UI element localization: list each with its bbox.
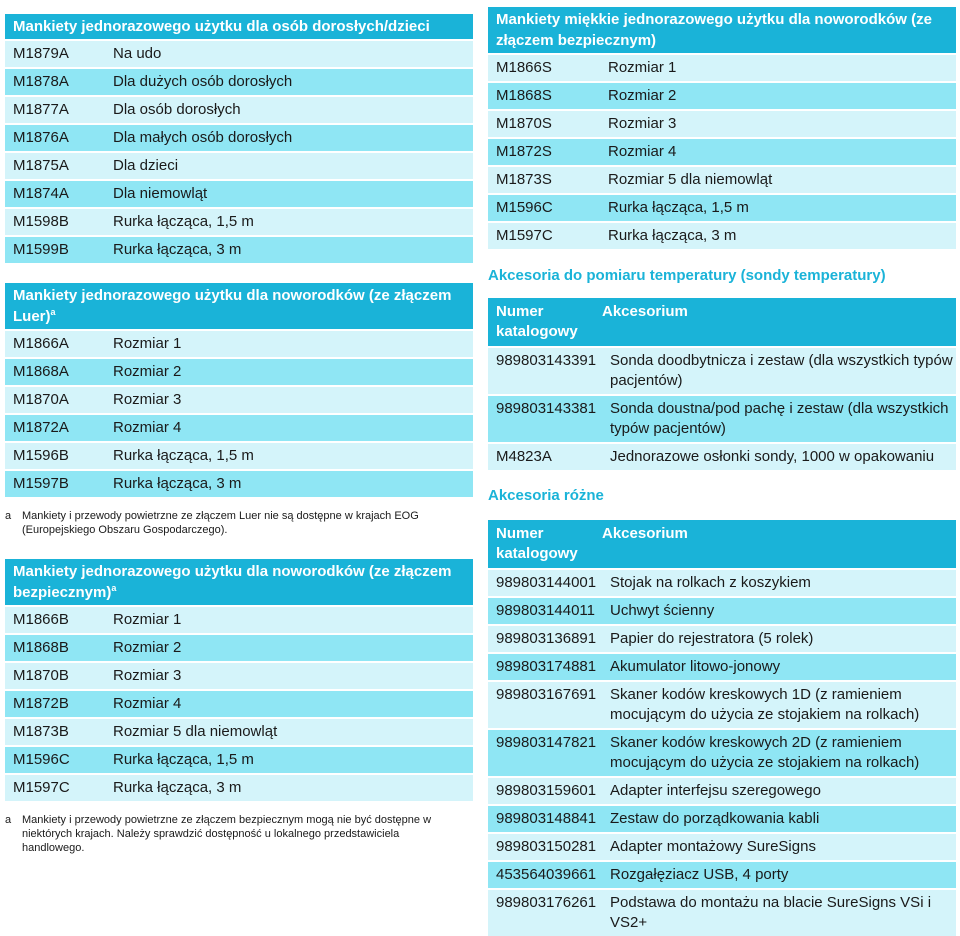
table-row [488,53,956,81]
table-row [5,123,473,151]
table-row [488,776,956,804]
catalog-number: 989803174881 [496,658,597,675]
catalog-number: 989803143391 [496,352,597,369]
item-description: Sonda doustna/pod pachę i zestaw (dla wszystkich typów pacjentów) [610,400,949,437]
item-description: Dla małych osób dorosłych [113,129,293,146]
item-description: Stojak na rolkach z koszykiem [610,574,811,591]
table-row [5,717,473,745]
table-row [488,860,956,888]
footnote [5,509,473,537]
item-description: Rurka łącząca, 1,5 m [608,199,749,216]
right-column [488,0,956,936]
table-title: Mankiety jednorazowego użytku dla noworodków (ze złączem Luer)$^a$ [5,283,473,329]
item-description: Rurka łącząca, 3 m [113,779,242,796]
item-description: Dla niemowląt [113,185,208,202]
table-row [488,193,956,221]
table-row [5,773,473,801]
table-row [5,95,473,123]
table-row [5,633,473,661]
catalog-number: M1873S [496,171,552,188]
catalog-number: M1878A [13,73,69,90]
catalog-number: 989803144011 [496,602,595,619]
left-column [5,0,473,855]
catalog-number: M1879A [13,45,69,62]
item-description: Dla dużych osób dorosłych [113,73,293,90]
item-description: Rurka łącząca, 3 m [608,227,737,244]
footnote-text: Mankiety i przewody powietrzne ze złączem bezpiecznym mogą nie być dostępne w niektórych krajach. Należy sprawdzić dostępność u lokalnego przedstawiciela handlowego. [22,814,432,854]
column-header-catalog-number: Numer katalogowy [496,525,578,562]
table-title: Mankiety jednorazowego użytku dla osób dorosłych/dzieci [5,14,473,39]
item-description: Podstawa do montażu na blacie SureSigns VSi i VS2+ [610,894,932,931]
item-description: Dla osób dorosłych [113,101,241,118]
item-description: Akumulator litowo-jonowy [610,658,781,675]
footnote-mark: a [5,510,12,522]
catalog-number: M1868S [496,87,552,104]
table-row [5,329,473,357]
item-description: Rozmiar 3 [608,115,677,132]
footnote-mark: a [5,814,12,826]
column-header-row [488,298,956,346]
table-row [5,469,473,497]
section-title-temperature: Akcesoria do pomiaru temperatury (sondy temperatury) [488,267,886,284]
item-description: Rozmiar 1 [608,59,677,76]
column-header-row [488,520,956,568]
table-row [488,137,956,165]
table-row [5,661,473,689]
section-title-misc: Akcesoria różne [488,487,604,504]
catalog-number: 989803144001 [496,574,597,591]
footnote-text: Mankiety i przewody powietrzne ze złączem Luer nie są dostępne w krajach EOG (Europejskiego Obszaru Gospodarczego). [22,510,419,536]
item-description: Rozmiar 2 [113,639,182,656]
item-description: Rurka łącząca, 1,5 m [113,751,254,768]
catalog-number: M4823A [496,448,552,465]
catalog-number: M1596C [13,751,70,768]
catalog-number: M1870S [496,115,552,132]
item-description: Rurka łącząca, 3 m [113,475,242,492]
item-description: Papier do rejestratora (5 rolek) [610,630,814,647]
catalog-number: 989803176261 [496,894,597,911]
table-row [488,888,956,936]
column-header-catalog-number: Numer katalogowy [496,303,578,340]
catalog-number: 989803148841 [496,810,597,827]
item-description: Rozmiar 3 [113,391,182,408]
catalog-number: M1870A [13,391,69,408]
item-description: Skaner kodów kreskowych 1D (z ramieniem mocującym do użycia ze stojakiem na rolkach) [610,686,920,723]
catalog-number: 989803143381 [496,400,597,417]
item-description: Jednorazowe osłonki sondy, 1000 w opakowaniu [610,448,935,465]
item-description: Rozmiar 4 [113,695,182,712]
catalog-number: M1866A [13,335,69,352]
catalog-number: M1597C [13,779,70,796]
table-row [5,179,473,207]
footnote-marker: a [50,307,56,317]
table-row [488,346,956,394]
table-row [5,745,473,773]
table-title: Mankiety miękkie jednorazowego użytku dla noworodków (ze złączem bezpiecznym) [488,7,956,53]
catalog-number: M1872A [13,419,69,436]
item-description: Uchwyt ścienny [610,602,715,619]
catalog-number: M1597B [13,475,69,492]
table-row [488,624,956,652]
adult-pediatric-cuffs-table [5,14,473,263]
catalog-number: 989803167691 [496,686,597,703]
catalog-number: M1868B [13,639,69,656]
catalog-number: M1866B [13,611,69,628]
catalog-number: 453564039661 [496,866,597,883]
table-row [488,165,956,193]
table-row [5,413,473,441]
item-description: Adapter montażowy SureSigns [610,838,816,855]
table-row [488,568,956,596]
catalog-number: 989803150281 [496,838,597,855]
table-row [488,442,956,470]
temperature-accessories-table [488,298,956,470]
item-description: Rozmiar 5 dla niemowląt [608,171,773,188]
item-description: Rozmiar 1 [113,335,182,352]
neonatal-safe-cuffs-table [5,559,473,855]
table-row [488,832,956,860]
item-description: Rozmiar 2 [113,363,182,380]
item-description: Rozmiar 4 [113,419,182,436]
misc-accessories-table [488,520,956,936]
catalog-number: M1877A [13,101,69,118]
neonatal-luer-cuffs-table [5,283,473,537]
table-title: Mankiety jednorazowego użytku dla noworodków (ze złączem bezpiecznym)$^a$ [5,559,473,605]
item-description: Rozmiar 4 [608,143,677,160]
item-description: Skaner kodów kreskowych 2D (z ramieniem mocującym do użycia ze stojakiem na rolkach) [610,734,920,771]
table-row [488,804,956,832]
catalog-number: M1596B [13,447,69,464]
item-description: Dla dzieci [113,157,179,174]
table-row [488,221,956,249]
table-row [5,441,473,469]
catalog-number: M1875A [13,157,69,174]
item-description: Zestaw do porządkowania kabli [610,810,820,827]
item-description: Rurka łącząca, 1,5 m [113,213,254,230]
footnote-marker: a [111,583,117,593]
catalog-number: M1596C [496,199,553,216]
table-row [488,109,956,137]
item-description: Rurka łącząca, 1,5 m [113,447,254,464]
table-row [5,151,473,179]
table-row [5,207,473,235]
column-header-accessory: Akcesorium [602,525,688,542]
table-row [5,385,473,413]
item-description: Rozmiar 5 dla niemowląt [113,723,278,740]
table-row [5,67,473,95]
table-row [5,605,473,633]
item-description: Rozmiar 2 [608,87,677,104]
item-description: Rozmiar 1 [113,611,182,628]
item-description: Sonda doodbytnicza i zestaw (dla wszystkich typów pacjentów) [610,352,953,389]
neonatal-soft-cuffs-table [488,7,956,249]
catalog-number: M1872B [13,695,69,712]
table-row [488,394,956,442]
table-row [5,235,473,263]
catalog-number: 989803147821 [496,734,597,751]
catalog-number: M1876A [13,129,69,146]
footnote [5,813,473,855]
catalog-number: 989803136891 [496,630,597,647]
catalog-number: M1870B [13,667,69,684]
item-description: Rurka łącząca, 3 m [113,241,242,258]
catalog-number: M1599B [13,241,69,258]
item-description: Rozgałęziacz USB, 4 porty [610,866,789,883]
table-row [488,728,956,776]
table-row [5,39,473,67]
table-row [488,596,956,624]
column-header-accessory: Akcesorium [602,303,688,320]
item-description: Na udo [113,45,162,62]
catalog-number: 989803159601 [496,782,597,799]
catalog-number: M1866S [496,59,552,76]
table-row [488,81,956,109]
table-row [488,680,956,728]
table-row [488,652,956,680]
catalog-number: M1868A [13,363,69,380]
catalog-number: M1598B [13,213,69,230]
catalog-number: M1597C [496,227,553,244]
table-row [5,357,473,385]
catalog-number: M1872S [496,143,552,160]
catalog-number: M1873B [13,723,69,740]
catalog-number: M1874A [13,185,69,202]
item-description: Rozmiar 3 [113,667,182,684]
table-row [5,689,473,717]
item-description: Adapter interfejsu szeregowego [610,782,821,799]
